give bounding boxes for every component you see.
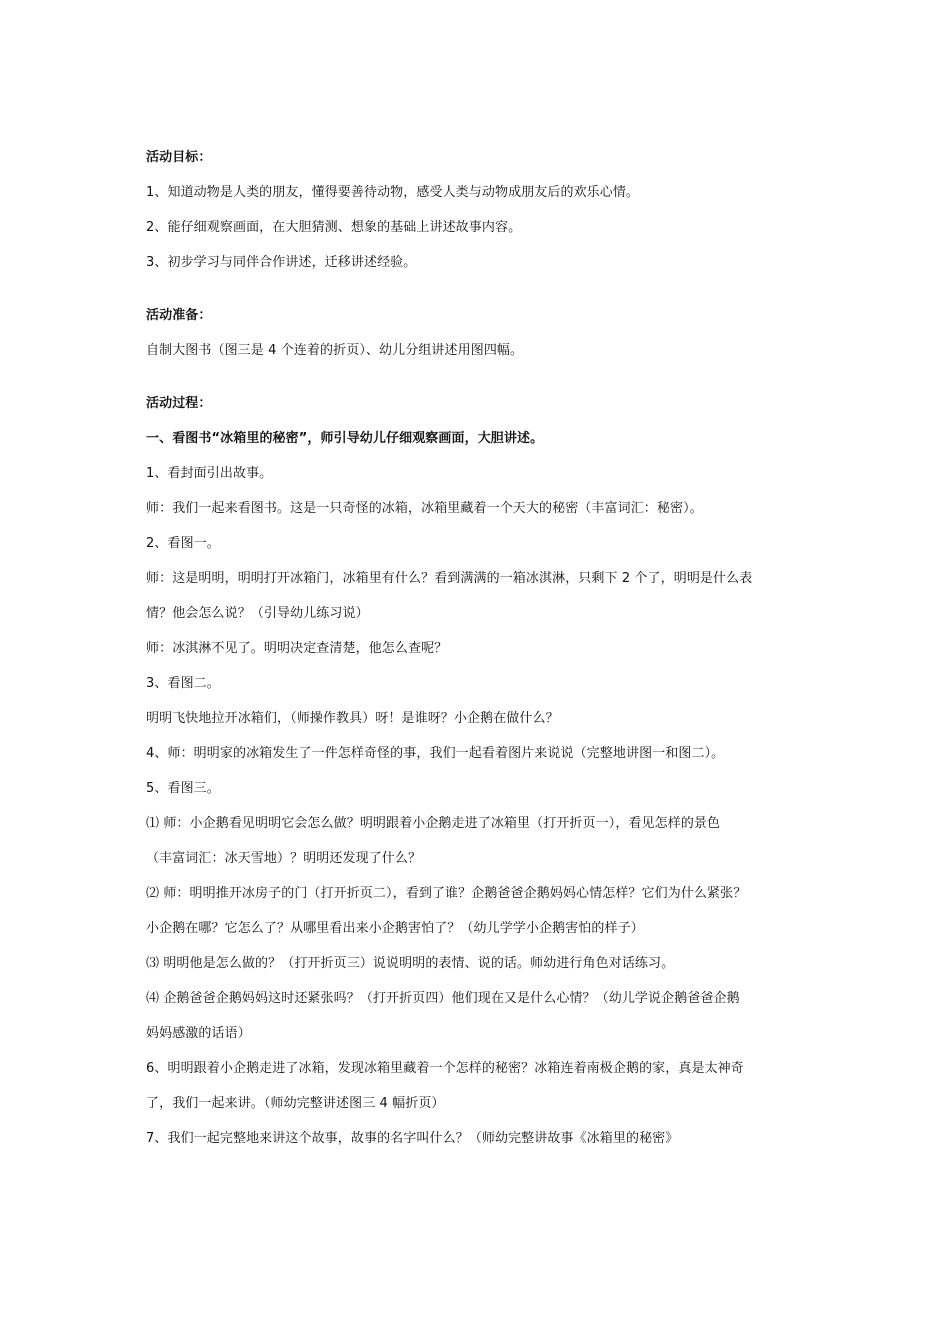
document-page [146, 140, 816, 1156]
goal-item: 2、能仔细观察画面，在大胆猜测、想象的基础上讲述故事内容。 [146, 220, 522, 235]
process-heading: 活动过程： [146, 396, 212, 411]
process-line: 3、看图二。 [146, 676, 220, 691]
process-line: 妈妈感激的话语） [146, 1026, 251, 1041]
process-section-title: 一、看图书“冰箱里的秘密”，师引导幼儿仔细观察画面，大胆讲述。 [146, 431, 544, 446]
process-line: 师：我们一起来看图书。这是一只奇怪的冰箱，冰箱里藏着一个天大的秘密（丰富词汇：秘密）。 [146, 501, 703, 516]
process-line: ⑷ 企鹅爸爸企鹅妈妈这时还紧张吗？（打开折页四）他们现在又是什么心情？（幼儿学说企鹅爸爸企鹅 [146, 991, 740, 1006]
goal-item: 3、初步学习与同伴合作讲述，迁移讲述经验。 [146, 255, 417, 270]
section-gap [146, 280, 816, 298]
preparation-heading: 活动准备： [146, 308, 212, 323]
process-line: ⑵ 师：明明推开冰房子的门（打开折页二），看到了谁？企鹅爸爸企鹅妈妈心情怎样？它们为什么紧张？ [146, 886, 747, 901]
process-line: 小企鹅在哪？它怎么了？从哪里看出来小企鹅害怕了？（幼儿学学小企鹅害怕的样子） [146, 921, 644, 936]
section-gap [146, 368, 816, 386]
preparation-text: 自制大图书（图三是 4 个连着的折页）、幼儿分组讲述用图四幅。 [146, 343, 524, 358]
process-line: 5、看图三。 [146, 781, 220, 796]
process-line: 师：这是明明，明明打开冰箱门，冰箱里有什么？看到满满的一箱冰淇淋，只剩下 2 个了，明明是什么表 [146, 571, 753, 586]
process-line: 2、看图一。 [146, 536, 220, 551]
process-line: 情？他会怎么说？（引导幼儿练习说） [146, 606, 369, 621]
process-line: 4、师：明明家的冰箱发生了一件怎样奇怪的事，我们一起看着图片来说说（完整地讲图一和图二）。 [146, 746, 725, 761]
process-line: ⑴ 师：小企鹅看见明明它会怎么做？明明跟着小企鹅走进了冰箱里（打开折页一），看见怎样的景色 [146, 816, 721, 831]
process-line: 7、我们一起完整地来讲这个故事，故事的名字叫什么？（师幼完整讲故事《冰箱里的秘密》 [146, 1131, 679, 1146]
process-line: （丰富词汇：冰天雪地）？明明还发现了什么？ [146, 851, 422, 866]
process-line: ⑶ 明明他是怎么做的？（打开折页三）说说明明的表情、说的话。师幼进行角色对话练习。 [146, 956, 675, 971]
process-line: 1、看封面引出故事。 [146, 466, 273, 481]
process-line: 师：冰淇淋不见了。明明决定查清楚，他怎么查呢？ [146, 641, 448, 656]
process-line: 了，我们一起来讲。（师幼完整讲述图三 4 幅折页） [146, 1096, 445, 1111]
goal-item: 1、知道动物是人类的朋友，懂得要善待动物，感受人类与动物成朋友后的欢乐心情。 [146, 185, 640, 200]
process-line: 6、明明跟着小企鹅走进了冰箱，发现冰箱里藏着一个怎样的秘密？冰箱连着南极企鹅的家，真是太神奇 [146, 1061, 744, 1076]
process-line: 明明飞快地拉开冰箱们，（师操作教具）呀！是谁呀？小企鹅在做什么？ [146, 711, 559, 726]
goals-heading: 活动目标： [146, 150, 212, 165]
